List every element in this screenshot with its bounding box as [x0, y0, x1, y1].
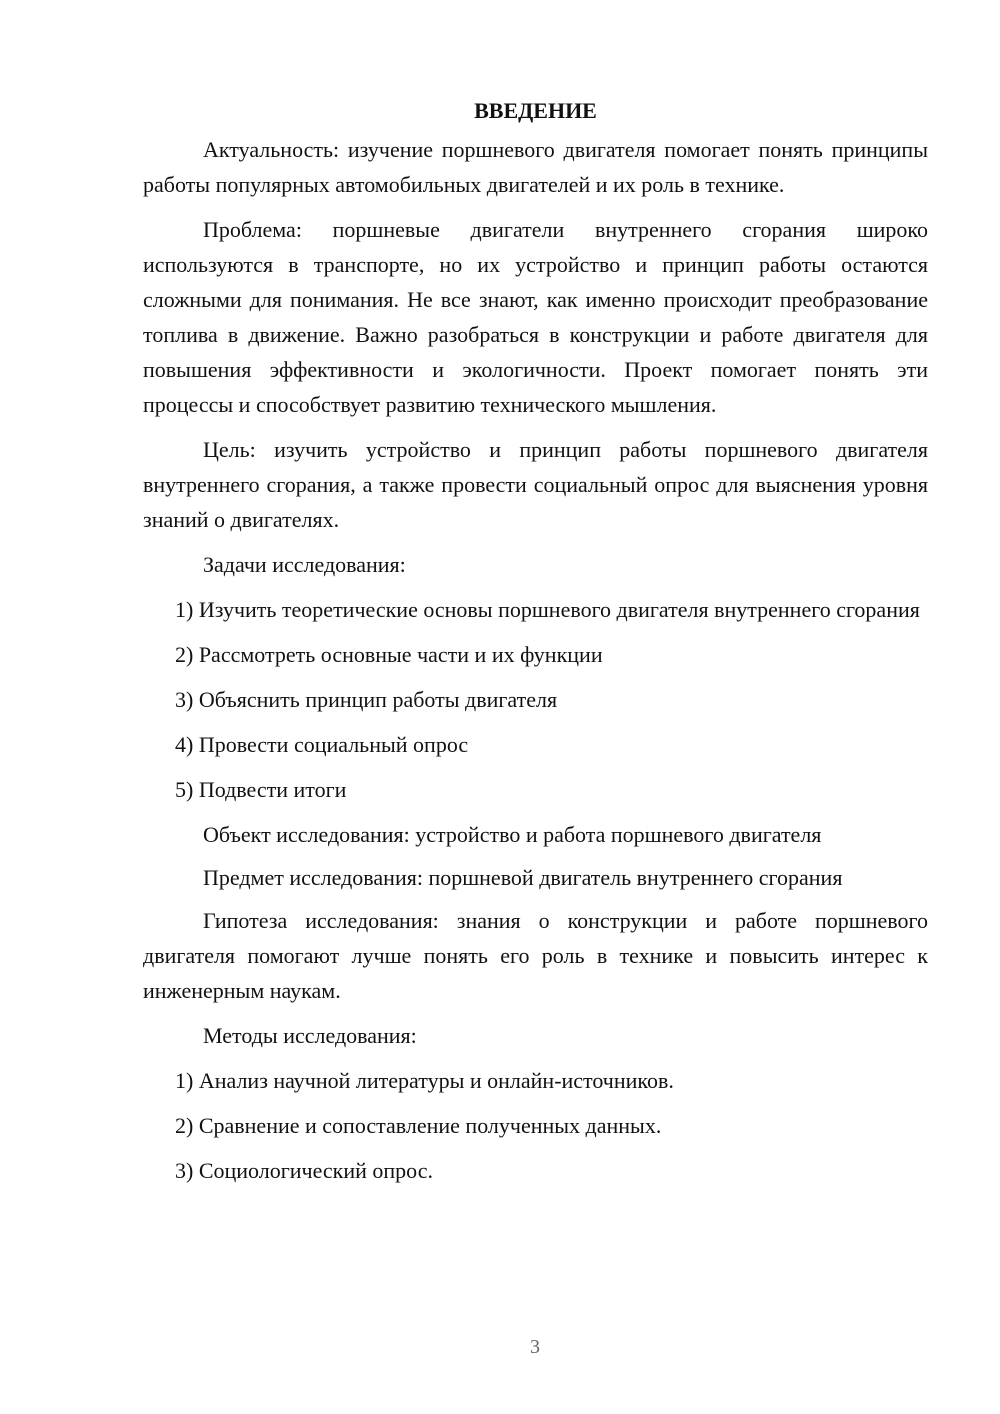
task-item-2: 2) Рассмотреть основные части и их функции [175, 642, 603, 667]
method-item-2: 2) Сравнение и сопоставление полученных данных. [175, 1113, 662, 1138]
methods-heading: Методы исследования: [203, 1023, 417, 1048]
paragraph-problem: Проблема: поршневые двигатели внутреннего сгорания широко используются в транспорте, но их устройство и принцип работы остаются сложными для понимания. Не все знают, как именно происходит преобразование топлива в движение. Важно разобраться в конструкции и работе двигателя для повышения эффективности и экологичности. Проект помогает понять эти процессы и способствует развитию технического мышления. [143, 217, 928, 417]
task-item-1: 1) Изучить теоретические основы поршневого двигателя внутреннего сгорания [175, 597, 920, 622]
page-content [143, 96, 928, 1198]
section-title: ВВЕДЕНИЕ [474, 98, 597, 123]
task-item-5: 5) Подвести итоги [175, 777, 347, 802]
tasks-heading: Задачи исследования: [203, 552, 406, 577]
paragraph-hypothesis: Гипотеза исследования: знания о конструкции и работе поршневого двигателя помогают лучше понять его роль в технике и повысить интерес к инженерным наукам. [143, 908, 928, 1003]
method-item-1: 1) Анализ научной литературы и онлайн-источников. [175, 1068, 674, 1093]
paragraph-subject: Предмет исследования: поршневой двигатель внутреннего сгорания [203, 865, 843, 890]
task-item-4: 4) Провести социальный опрос [175, 732, 469, 757]
paragraph-goal: Цель: изучить устройство и принцип работы поршневого двигателя внутреннего сгорания, а также провести социальный опрос для выяснения уровня знаний о двигателях. [143, 437, 928, 532]
method-item-3: 3) Социологический опрос. [175, 1158, 433, 1183]
paragraph-relevance: Актуальность: изучение поршневого двигателя помогает понять принципы работы популярных автомобильных двигателей и их роль в технике. [143, 137, 928, 197]
task-item-3: 3) Объяснить принцип работы двигателя [175, 687, 558, 712]
page-number: 3 [530, 1336, 540, 1358]
paragraph-object: Объект исследования: устройство и работа поршневого двигателя [203, 822, 822, 847]
